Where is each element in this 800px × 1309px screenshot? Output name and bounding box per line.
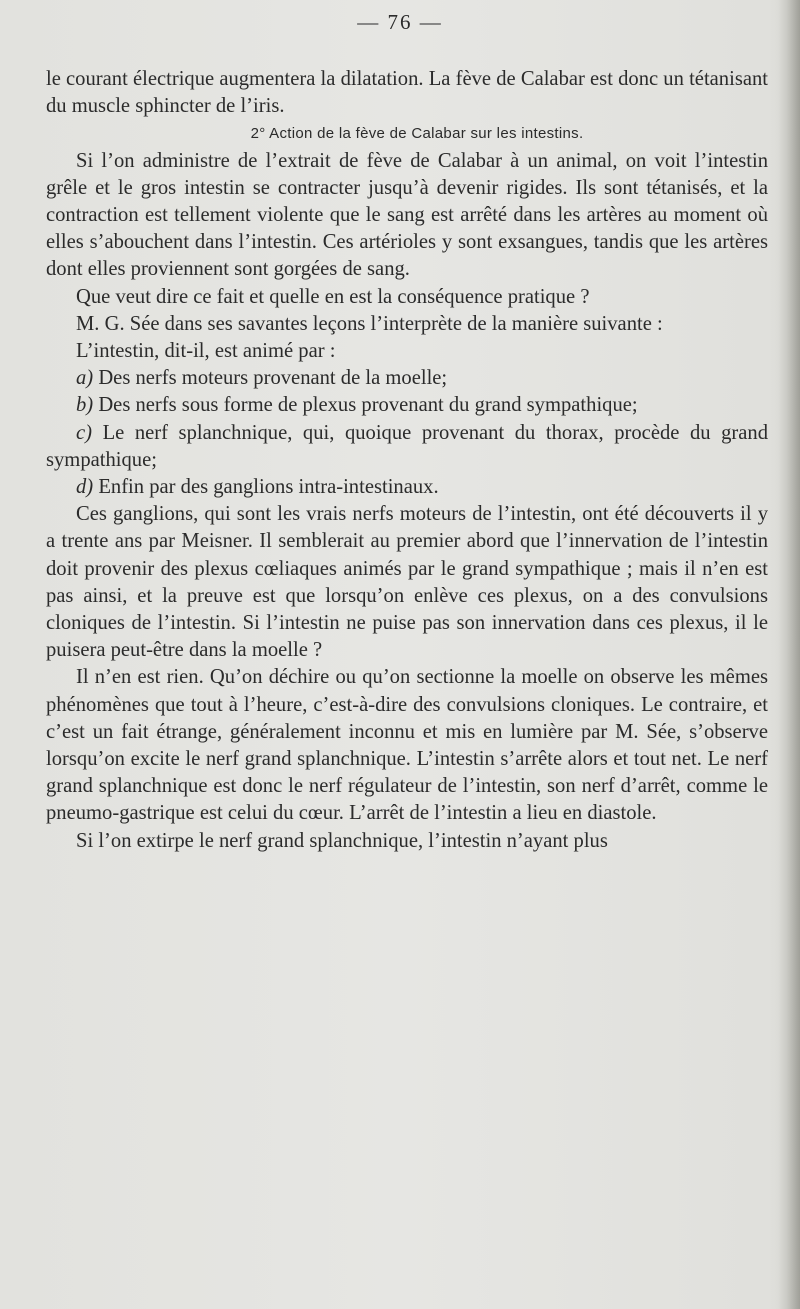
list-item <box>46 392 768 419</box>
paragraph: Que veut dire ce fait et quelle en est la conséquence pratique ? <box>76 285 590 308</box>
paragraph: Si l’on administre de l’extrait de fève de Calabar à un animal, on voit l’intestin grêle et le gros intestin se contracter jusqu’à devenir rigides. Ils sont tétanisés, et la contraction est tellement violente que le sang est arrêté dans les artères au moment où elles s’abouchent dans l’intestin. Ces artérioles y sont exsangues, tandis que les artères dont elles proviennent sont gorgées de sang. <box>46 149 768 281</box>
page-number: — 76 — <box>357 10 443 34</box>
list-item-text: Le nerf splanchnique, qui, quoique provenant du thorax, procède du grand sympathique; <box>46 421 768 471</box>
list-item-text: Des nerfs sous forme de plexus provenant du grand sympathique; <box>98 394 638 417</box>
list-marker: c) <box>76 421 92 444</box>
list-item <box>46 420 768 474</box>
paragraph: L’intestin, dit-il, est animé par : <box>76 340 336 363</box>
section-title: 2° Action de la fève de Calabar sur les intestins. <box>250 125 584 143</box>
paragraph: M. G. Sée dans ses savantes leçons l’interprète de la manière suivante : <box>76 312 663 335</box>
list-item <box>46 474 768 501</box>
page-body <box>46 66 768 855</box>
paragraph: Il n’en est rien. Qu’on déchire ou qu’on sectionne la moelle on observe les mêmes phénomènes que tout à l’heure, c’est-à-dire des convulsions cloniques. Le contraire, et c’est un fait étrange, généralement inconnu et mis en lumière par M. Sée, s’observe lorsqu’on excite le nerf grand splanchnique. L’intestin s’arrête alors et tout net. Le nerf grand splanchnique est donc le nerf régulateur de l’intestin, son nerf d’arrêt, comme le pneumo-gastrique est celui du cœur. L’arrêt de l’intestin a lieu en diastole. <box>46 666 768 825</box>
paragraph: le courant électrique augmentera la dilatation. La fève de Calabar est donc un tétanisant du muscle sphincter de l’iris. <box>46 68 768 118</box>
list-item <box>46 365 768 392</box>
paragraph: Ces ganglions, qui sont les vrais nerfs moteurs de l’intestin, ont été découverts il y a trente ans par Meisner. Il semblerait au premier abord que l’innervation de l’intestin doit provenir des plexus cœliaques animés par le grand sympathique ; mais il n’en est pas ainsi, et la preuve est que lorsqu’on enlève ces plexus, on a des convulsions cloniques de l’intestin. Si l’intestin ne puise pas son innervation dans ces plexus, il le puisera peut-être dans la moelle ? <box>46 503 768 662</box>
list-marker: a) <box>76 367 94 390</box>
list-marker: d) <box>76 476 94 499</box>
list-marker: b) <box>76 394 94 417</box>
list-item-text: Des nerfs moteurs provenant de la moelle; <box>98 367 448 390</box>
paragraph: Si l’on extirpe le nerf grand splanchnique, l’intestin n’ayant plus <box>76 829 608 852</box>
list-item-text: Enfin par des ganglions intra-intestinaux. <box>98 476 439 499</box>
page-edge-shadow <box>778 0 800 1309</box>
